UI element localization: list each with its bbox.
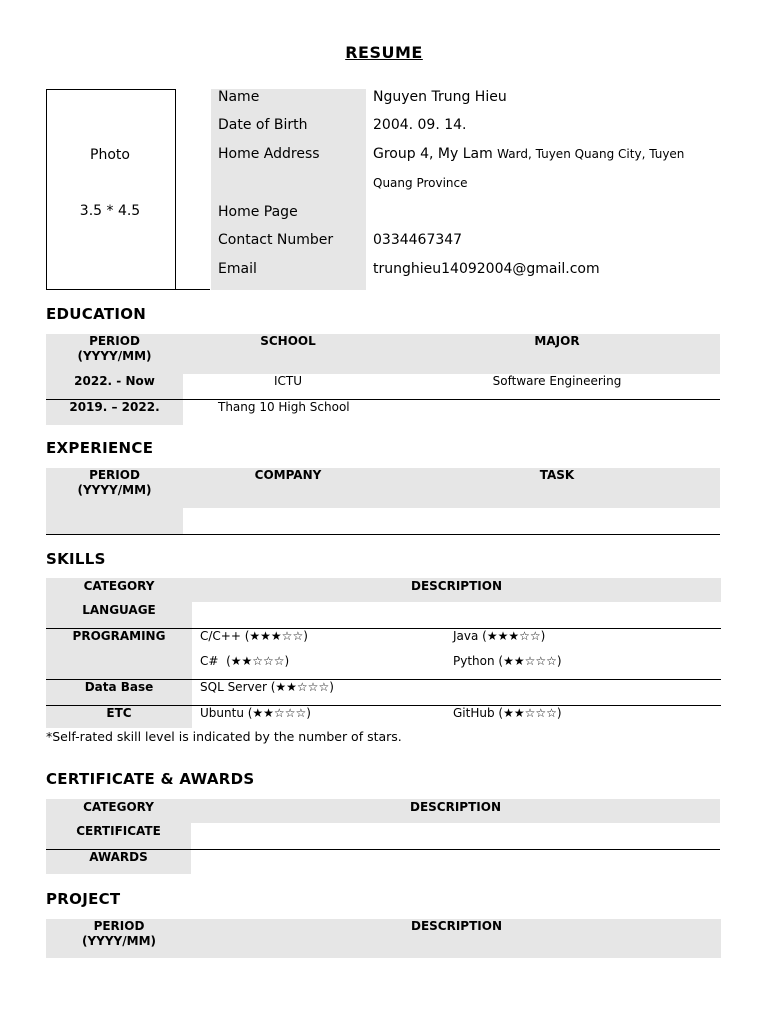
education-row1-period: 2022. - Now bbox=[74, 374, 155, 388]
photo-label: Photo bbox=[90, 147, 130, 163]
experience-header-period: PERIOD (YYYY/MM) bbox=[77, 468, 152, 497]
address-value bbox=[373, 146, 684, 162]
skills-heading: SKILLS bbox=[46, 550, 106, 568]
photo-divider bbox=[46, 289, 210, 290]
skill-java: Java (★★★☆☆) bbox=[453, 629, 546, 643]
experience-period-column bbox=[46, 508, 183, 534]
contact-value: 0334467347 bbox=[373, 232, 463, 248]
name-value: Nguyen Trung Hieu bbox=[373, 89, 507, 105]
education-header-period: PERIOD (YYYY/MM) bbox=[77, 334, 152, 363]
education-row1-school: ICTU bbox=[273, 374, 303, 388]
education-header-school: SCHOOL bbox=[260, 334, 316, 348]
experience-heading: EXPERIENCE bbox=[46, 439, 154, 457]
name-label: Name bbox=[218, 89, 260, 105]
skill-csharp: C# (★★☆☆☆) bbox=[200, 654, 290, 668]
education-row1-major: Software Engineering bbox=[492, 374, 622, 388]
project-header-description: DESCRIPTION bbox=[410, 919, 502, 933]
skills-database-label: Data Base bbox=[84, 680, 154, 694]
experience-divider bbox=[46, 534, 720, 535]
address-line1-small: Ward, Tuyen Quang City, Tuyen bbox=[497, 147, 685, 161]
certificates-header-category: CATEGORY bbox=[83, 800, 154, 814]
skill-github: GitHub (★★☆☆☆) bbox=[453, 706, 562, 720]
photo-size: 3.5 * 4.5 bbox=[79, 203, 141, 219]
skills-note: *Self-rated skill level is indicated by the number of stars. bbox=[46, 729, 402, 744]
skills-header-category: CATEGORY bbox=[83, 579, 155, 593]
address-line1-main: Group 4, My Lam bbox=[373, 146, 493, 162]
dob-value: 2004. 09. 14. bbox=[373, 117, 467, 133]
education-row2-period: 2019. – 2022. bbox=[69, 400, 160, 414]
skills-programing-label: PROGRAMING bbox=[72, 629, 166, 643]
education-row2-school: Thang 10 High School bbox=[218, 400, 350, 414]
skills-etc-label: ETC bbox=[106, 706, 132, 720]
project-header-period: PERIOD (YYYY/MM) bbox=[82, 919, 156, 948]
address-line2: Quang Province bbox=[373, 176, 468, 190]
skill-sql-server: SQL Server (★★☆☆☆) bbox=[200, 680, 334, 694]
skill-ubuntu: Ubuntu (★★☆☆☆) bbox=[200, 706, 311, 720]
awards-label: AWARDS bbox=[89, 850, 148, 864]
education-heading: EDUCATION bbox=[46, 305, 147, 323]
resume-title: RESUME bbox=[345, 43, 423, 62]
skills-language-label: LANGUAGE bbox=[82, 603, 156, 617]
project-heading: PROJECT bbox=[46, 890, 121, 908]
homepage-label: Home Page bbox=[218, 204, 298, 220]
dob-label: Date of Birth bbox=[218, 117, 308, 133]
contact-label: Contact Number bbox=[218, 232, 334, 248]
skill-python: Python (★★☆☆☆) bbox=[453, 654, 562, 668]
skills-header-description: DESCRIPTION bbox=[410, 579, 502, 593]
email-value: trunghieu14092004@gmail.com bbox=[373, 261, 600, 277]
address-label: Home Address bbox=[218, 146, 320, 162]
experience-header-company: COMPANY bbox=[254, 468, 322, 482]
email-label: Email bbox=[218, 261, 257, 277]
certificate-label: CERTIFICATE bbox=[76, 824, 161, 838]
education-header-major: MAJOR bbox=[534, 334, 580, 348]
certificates-header-description: DESCRIPTION bbox=[409, 800, 501, 814]
photo-placeholder bbox=[46, 89, 176, 290]
skill-cpp: C/C++ (★★★☆☆) bbox=[200, 629, 308, 643]
experience-header-task: TASK bbox=[539, 468, 575, 482]
certificates-heading: CERTIFICATE & AWARDS bbox=[46, 770, 255, 788]
